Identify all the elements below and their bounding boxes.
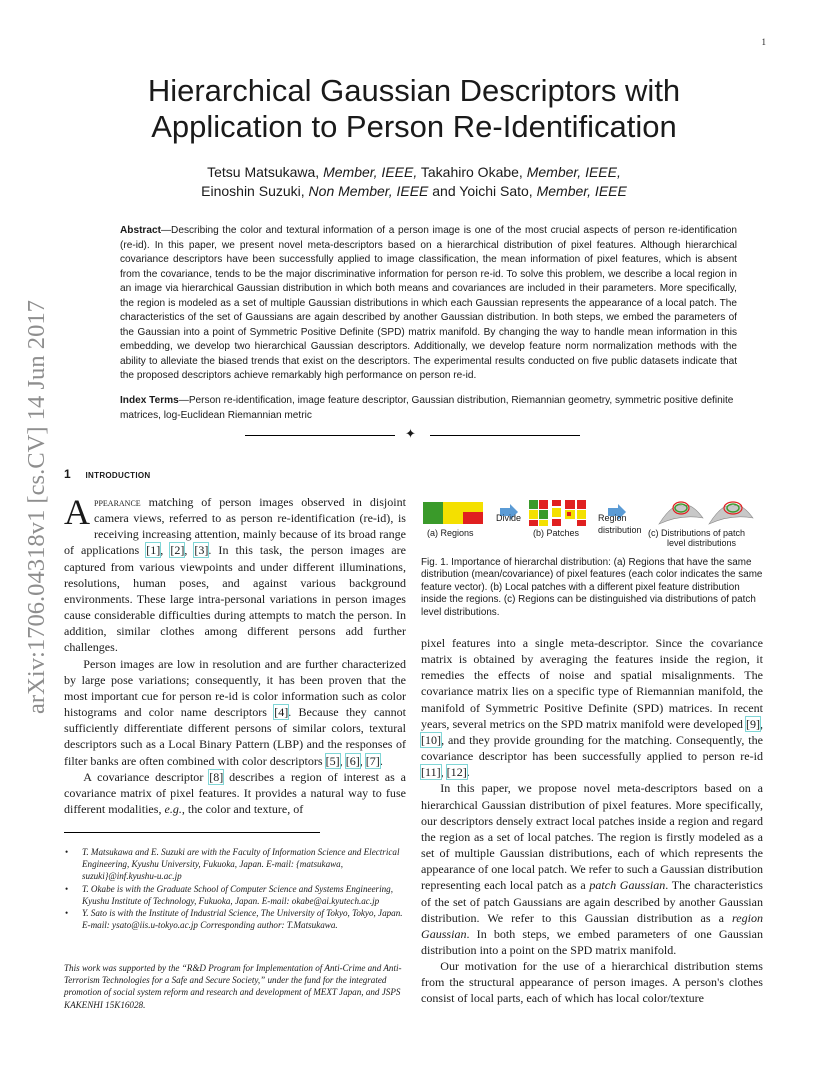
footnotes: [64, 846, 406, 931]
citation-link[interactable]: [6]: [345, 753, 360, 768]
section-divider: [245, 425, 585, 445]
arxiv-identifier: [22, 262, 52, 752]
intro-paragraph-2: Person images are low in resolution and are further characterized by large pose variations; consequently, it has been proven that the most important cue for person re-id is color information such as color histograms and color name descriptors [4]. Because they cannot sufficiently differentiate different persons of similar colors, textural descriptors such as a Local Binary Pattern (LBP) and the responses of filter banks are often combined with color descriptors [5], [6], [7].: [64, 656, 406, 768]
footnote-item: • Y. Sato is with the Institute of Industrial Science, The University of Tokyo, Tokyo, Japan. E-mail: ysato@iis.u-tokyo.ac.jp Corresponding author: T.Matsukawa.: [82, 907, 406, 931]
intro-paragraph-3: A covariance descriptor [8] describes a region of interest as a covariance matrix of pixel features. It provides a natural way to fuse different modalities, e.g., the color and texture, of: [64, 769, 407, 816]
section-heading: [64, 467, 150, 481]
citation-link[interactable]: [5]: [325, 753, 340, 768]
figure-1: [421, 496, 763, 552]
right-column: [421, 635, 763, 1007]
author-name: Takahiro Okabe,: [420, 164, 523, 180]
citation-link[interactable]: [2]: [170, 543, 185, 558]
index-terms: [120, 394, 737, 423]
author-list: [100, 163, 728, 201]
citation-link[interactable]: [1]: [146, 543, 161, 558]
figure-label: Divide: [496, 513, 522, 523]
intro-paragraph-1: Appearance matching of person images observed in disjoint camera views, referred to as person re-identification (re-id), is receiving increasing attention, mainly because of its broad range of applications [1], [2], [3]. In this task, the person images are captured from various viewpoints and under different illuminations, resolutions, human poses, and against various background environments. These large intra-personal variations in person images cause considerable difficulties during attempts to match the person. In addition, similar clothes among different persons add further challenges.: [64, 492, 406, 655]
footnote-item: • T. Matsukawa and E. Suzuki are with the Faculty of Information Science and Electrical Engineering, Kyushu University, Fukuoka, Japan. E-mail: {matsukawa, suzuki}@inf.kyushu-u.ac.jp: [82, 846, 406, 883]
citation-link[interactable]: [9]: [745, 716, 760, 731]
figure-caption: Fig. 1. Importance of hierarchal distribution: (a) Regions that have the same distribution (mean/covariance) of pixel features (each color indicates the same feature vector). (b) Local patches with a different pixel feature distribution inside the regions. (c) Regions can be distinguished via distributions of patch level distributions.: [421, 557, 763, 618]
author-name: Einoshin Suzuki,: [201, 183, 305, 199]
right-paragraph-3: Our motivation for the use of a hierarchical distribution stems from the structural appearance of person images. A person's clothes consist of local parts, each of which has local color/texture: [421, 959, 763, 1006]
drop-cap: A: [64, 492, 90, 532]
section-title: introduction: [85, 467, 151, 481]
right-paragraph-2: In this paper, we propose novel meta-descriptors based on a hierarchical Gaussian distribution of pixel features. More specifically, our descriptors densely extract local patches inside a region and regard the region as a set of local patches. The region is firstly modeled as a set of multiple Gaussian distributions, each of which represents the appearance of one local patch. We refer to such a Gaussian distribution representing each local patch as a patch Gaussian. The characteristics of the set of patch Gaussians are again described by another Gaussian distribution. We refer to this Gaussian distribution as a region Gaussian. In both steps, we embed parameters of one Gaussian distribution into a point on the SPD matrix manifold.: [421, 781, 764, 957]
citation-link[interactable]: [7]: [365, 753, 380, 768]
paper-title: Hierarchical Gaussian Descriptors with Application to Person Re-Identification: [147, 73, 681, 144]
figure-label: level distributions: [667, 538, 737, 548]
author-role: Member, IEEE,: [323, 164, 418, 180]
author-name: and Yoichi Sato,: [432, 183, 533, 199]
citation-link[interactable]: [11]: [421, 765, 441, 780]
arxiv-identifier-text: arXiv:1706.04318v1 [cs.CV] 14 Jun 2017: [23, 300, 50, 714]
author-role: Member, IEEE: [536, 183, 627, 199]
section-number: 1: [64, 467, 71, 481]
abstract: [120, 224, 737, 384]
abstract-text: —Describing the color and textural information of a person image is one of the most crucial aspects of person re-identification (re-id). In this paper, we present novel meta-descriptors based on a hierarchical distribution of pixel features. Although hierarchical covariance descriptors have been successfully applied to image classification, the mean information of pixel features, which is absent from the covariance, tends to be the major discriminative information for person re-id. To solve this problem, we describe a local region in an image via hierarchical Gaussian distribution in which both means and covariances are included in their parameters. More specifically, the region is modeled as a set of multiple Gaussian distributions in which each Gaussian represents the appearance of a local patch. The characteristics of the set of Gaussians are again described by another Gaussian distribution. In both steps, we embed the parameters of the Gaussian into a point of Symmetric Positive Definite (SPD) matrix manifold. By changing the way to handle mean information in this embedding, we develop two hierarchical Gaussian descriptors. Additionally, we develop feature norm normalization methods with the ability to alleviate the biased trends that exist on the descriptors. The experimental results conducted on five public datasets indicate that the proposed descriptors achieve remarkably high performance on person re-id.: [120, 225, 737, 381]
page-number: 1: [761, 37, 766, 47]
figure-label: (a) Regions: [427, 528, 474, 538]
citation-link[interactable]: [8]: [209, 769, 224, 784]
funding-note: This work was supported by the “R&D Program for Implementation of Anti-Crime and Anti-Terrorism Technologies for a Safe and Secure Society,” under the fund for the integrated promotion of social system reform and research and development of MEXT Japan, and JSPS KAKENHI 15K16028.: [64, 963, 402, 1010]
citation-link[interactable]: [4]: [274, 705, 289, 720]
abstract-label: Abstract: [120, 225, 161, 236]
figure-label: Region: [598, 513, 627, 523]
footnote-rule: [64, 832, 320, 833]
footnote-item: • T. Okabe is with the Graduate School of Computer Science and Systems Engineering, Kyushu Institute of Technology, Fukuoka, Japan. E-mail: okabe@ai.kyutech.ac.jp: [82, 883, 406, 907]
citation-link[interactable]: [3]: [194, 543, 209, 558]
author-role: Non Member, IEEE: [308, 183, 429, 199]
index-terms-text: —Person re-identification, image feature descriptor, Gaussian distribution, Riemannian geometry, symmetric positive definite matrices, log-Euclidean Riemannian metric: [120, 395, 734, 421]
figure-label: (c) Distributions of patch: [648, 528, 746, 538]
author-name: Tetsu Matsukawa,: [207, 164, 320, 180]
figure-label: (b) Patches: [533, 528, 580, 538]
divider-star-icon: ✦: [405, 426, 416, 441]
right-paragraph-1: pixel features into a single meta-descriptor. Since the covariance matrix is obtained by averaging the features inside the region, it remedies the effects of noise and spatial misalignments. The covariance matrix lies on a specific type of Riemannian manifold, the manifold of Symmetric Positive Definite (SPD) matrices. In recent years, several metrics on the SPD matrix manifold were developed [9], [10], and they provide grounding for the matching. Consequently, the covariance descriptor has been successfully applied to person re-id [11], [12].: [421, 636, 763, 780]
citation-link[interactable]: [10]: [421, 732, 442, 747]
left-column: [64, 494, 406, 817]
author-role: Member, IEEE,: [526, 164, 621, 180]
index-terms-label: Index Terms: [120, 395, 179, 406]
citation-link[interactable]: [12]: [446, 765, 467, 780]
figure-label: distribution: [598, 525, 642, 535]
